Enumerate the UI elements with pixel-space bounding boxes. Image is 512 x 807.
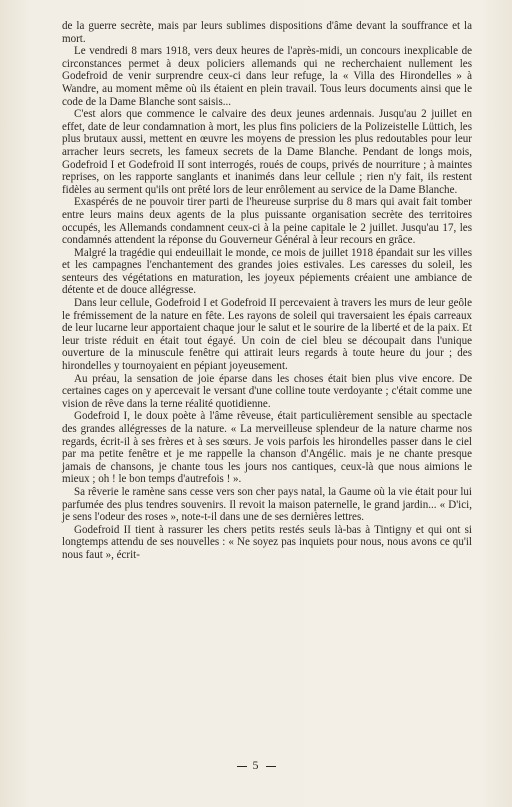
folio-dash-left xyxy=(237,766,247,767)
page-number xyxy=(0,758,512,773)
page-number-text: 5 xyxy=(252,758,260,772)
paragraph-3: C'est alors que commence le calvaire des deux jeunes ardennais. Jusqu'au 2 juillet en effet, date de leur condamnation à mort, les plus fins policiers de la Polizeistelle Lüttich, les plus brutaux aussi, mettent en œuvre les moyens de pression les plus redoutables pour leur arracher leurs secrets, les fameux secrets de la Dame Blanche. Pendant de longs mois, Godefroid I et Godefroid II sont interrogés, roués de coups, privés de nourriture ; à maintes reprises, on les rapporte sanglants et inanimés dans leur cellule ; rien n'y fait, ils restent fidèles au serment qu'ils ont prêté lors de leur enrôlement au service de la Dame Blanche. xyxy=(62,108,472,196)
paragraph-10: Godefroid II tient à rassurer les chers petits restés seuls là-bas à Tintigny et qui ont si longtemps attendu de ses nouvelles : « Ne soyez pas inquiets pour nous, nous avons ce qu'il nous faut », écrit- xyxy=(62,523,472,561)
paragraph-4: Exaspérés de ne pouvoir tirer parti de l'heureuse surprise du 8 mars qui avait fait tomber entre leurs mains deux agents de la plus puissante organisation secrète des territoires occupés, les Allemands condamnent ceux-ci à la peine capitale le 2 juillet. Jusqu'au 17, les condamnés attendent la réponse du Gouverneur Général à leur recours en grâce. xyxy=(62,196,472,247)
paragraph-7: Au préau, la sensation de joie éparse dans les choses était bien plus vive encore. De certaines cages on y apercevait le versant d'une colline toute verdoyante ; c'était comme une vision de rêve dans la terne réalité quotidienne. xyxy=(62,372,472,410)
paragraph-6: Dans leur cellule, Godefroid I et Godefroid II percevaient à travers les murs de leur geôle le frémissement de la nature en fête. Les rayons de soleil qui traversaient les épais carreaux de leur lucarne leur apportaient chaque jour le salut et le sourire de la liberté et de la paix. Et leur triste réduit en était tout égayé. Un coin de ciel bleu se découpait dans l'unique ouverture de la minuscule fenêtre qui attirait leurs regards à toute heure du jour ; des hirondelles y tournoyaient en pépiant joyeusement. xyxy=(62,297,472,373)
folio-dash-right xyxy=(266,766,276,767)
paragraph-8: Godefroid I, le doux poète à l'âme rêveuse, était particulièrement sensible au spectacle des grandes allégresses de la nature. « La merveilleuse splendeur de la nature charme nos regards, écrit-il à ses frères et à ses sœurs. Je vois parfois les hirondelles passer dans le ciel par ma petite fenêtre et je me rappelle la chanson d'Angélic. mais je ne chante presque jamais de chansons, je chante tous les jours nos cantiques, ceux-là que nous aimions le mieux ; oh ! le bon temps d'autrefois ! ». xyxy=(62,410,472,486)
paragraph-1: de la guerre secrète, mais par leurs sublimes dispositions d'âme devant la souffrance et la mort. xyxy=(62,20,472,45)
paragraph-2: Le vendredi 8 mars 1918, vers deux heures de l'après-midi, un concours inexplicable de circonstances permet à deux policiers allemands qui ne recherchaient nullement les Godefroid de venir surprendre ceux-ci dans leur refuge, la « Villa des Hirondelles » à Wandre, au moment même où ils étaient en plein travail. Tous leurs documents ainsi que le code de la Dame Blanche sont saisis... xyxy=(62,45,472,108)
paragraph-5: Malgré la tragédie qui endeuillait le monde, ce mois de juillet 1918 épandait sur les villes et les campagnes l'enchantement des grandes joies estivales. Les caresses du soleil, les senteurs des végétations en maturation, les joyeux pépiements créaient une ambiance de détente et de douce allégresse. xyxy=(62,246,472,297)
body-text xyxy=(62,20,472,562)
paragraph-9: Sa rêverie le ramène sans cesse vers son cher pays natal, la Gaume où la vie était pour lui parfumée des plus tendres souvenirs. Il revoit la maison paternelle, le grand jardin... « D'ici, je sens l'odeur des roses », note-t-il dans une de ses dernières lettres. xyxy=(62,485,472,524)
